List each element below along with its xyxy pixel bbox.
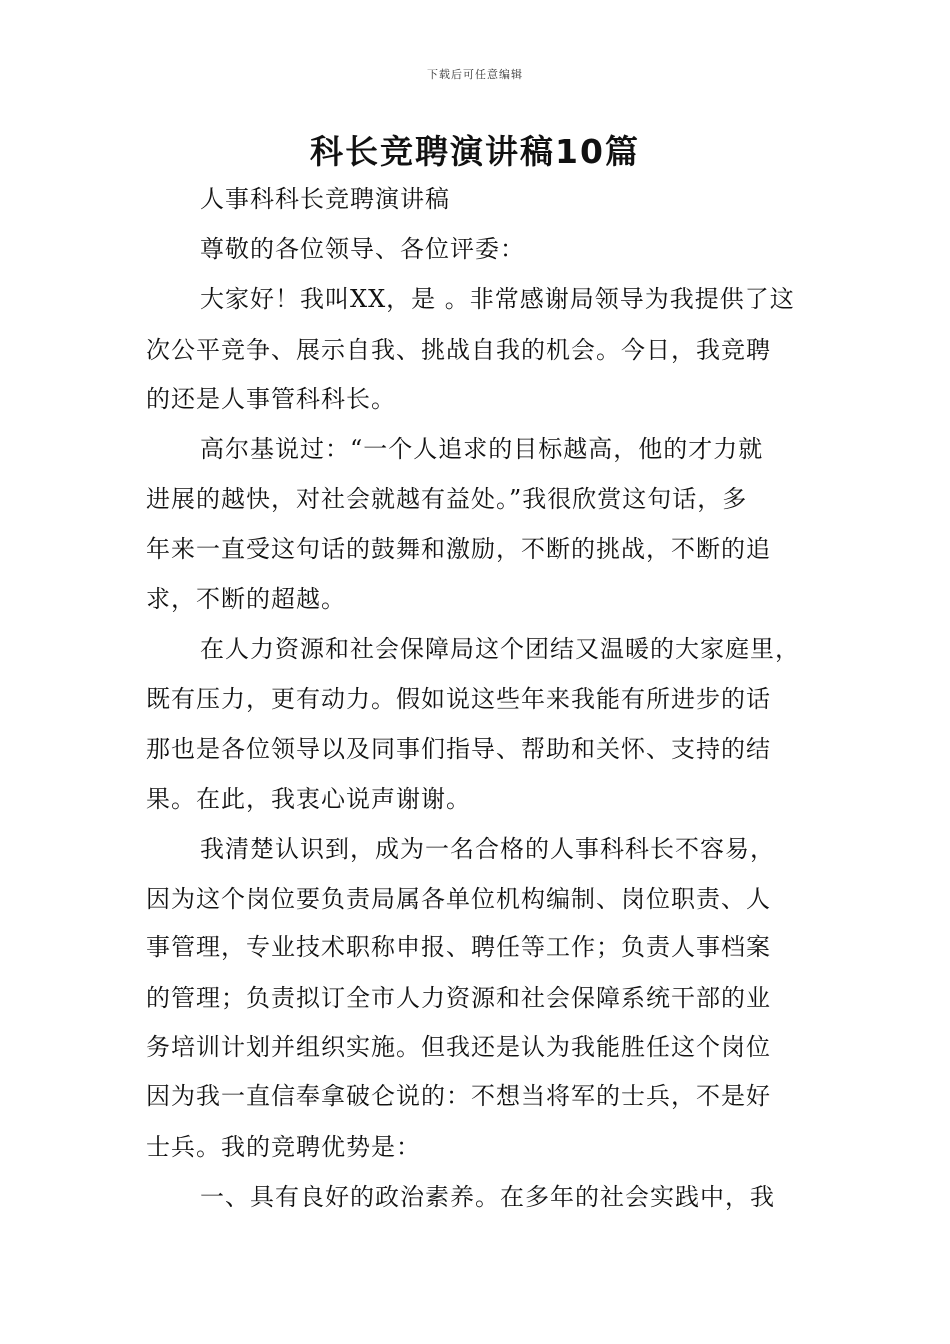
paragraph-line: 求，不断的超越。: [146, 585, 346, 613]
paragraph-line: 因为这个岗位要负责局属各单位机构编制、岗位职责、人: [146, 885, 771, 913]
document-title: 科长竞聘演讲稿10篇: [310, 132, 640, 171]
paragraph-line: 既有压力，更有动力。假如说这些年来我能有所进步的话: [146, 685, 771, 713]
salutation-line: 尊敬的各位领导、各位评委：: [200, 235, 525, 263]
paragraph-line: 年来一直受这句话的鼓舞和激励，不断的挑战，不断的追: [146, 535, 771, 563]
paragraph-line: 大家好！我叫XX，是 。非常感谢局领导为我提供了这: [200, 285, 795, 313]
paragraph-line: 士兵。我的竞聘优势是：: [146, 1133, 421, 1161]
paragraph-line: 事管理，专业技术职称申报、聘任等工作；负责人事档案: [146, 933, 771, 961]
paragraph-line: 那也是各位领导以及同事们指导、帮助和关怀、支持的结: [146, 735, 771, 763]
paragraph-line: 的还是人事管科科长。: [146, 385, 396, 413]
paragraph-line: 的管理；负责拟订全市人力资源和社会保障系统干部的业: [146, 984, 771, 1012]
paragraph-line: 高尔基说过：“一个人追求的目标越高，他的才力就: [200, 435, 764, 463]
paragraph-line: 一、具有良好的政治素养。在多年的社会实践中，我: [200, 1183, 775, 1211]
page-header-note: 下载后可任意编辑: [427, 68, 523, 81]
document-subtitle: 人事科科长竞聘演讲稿: [200, 185, 450, 213]
paragraph-line: 务培训计划并组织实施。但我还是认为我能胜任这个岗位: [146, 1033, 771, 1061]
paragraph-line: 次公平竞争、展示自我、挑战自我的机会。今日，我竞聘: [146, 336, 771, 364]
paragraph-line: 在人力资源和社会保障局这个团结又温暖的大家庭里，: [200, 635, 800, 663]
paragraph-line: 我清楚认识到，成为一名合格的人事科科长不容易，: [200, 835, 775, 863]
paragraph-line: 因为我一直信奉拿破仑说的：不想当将军的士兵，不是好: [146, 1082, 771, 1110]
paragraph-line: 进展的越快，对社会就越有益处。”我很欣赏这句话，多: [146, 485, 748, 513]
paragraph-line: 果。在此，我衷心说声谢谢。: [146, 785, 471, 813]
